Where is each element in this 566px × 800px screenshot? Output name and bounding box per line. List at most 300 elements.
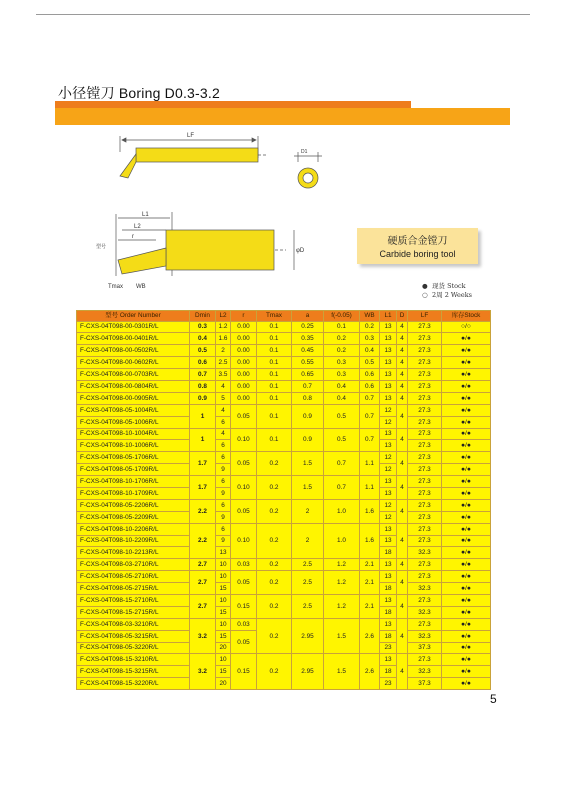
cell-r: 0.00 — [231, 380, 257, 392]
table-row — [77, 476, 491, 488]
cell-lf: 27.3 — [408, 559, 442, 571]
cell-order-number: F-CXS-04T098-10-1709R/L — [77, 487, 190, 499]
cell-l1: 18 — [380, 606, 397, 618]
cell-stock: ●/● — [442, 464, 491, 476]
cell-l1: 18 — [380, 666, 397, 678]
cell-stock: ●/● — [442, 440, 491, 452]
cell-l2: 9 — [216, 464, 231, 476]
cell-l2: 4 — [216, 404, 231, 416]
cell-l1: 12 — [380, 464, 397, 476]
cell-stock: ●/● — [442, 594, 491, 606]
header-a: a — [292, 311, 324, 322]
cell-l2: 15 — [216, 606, 231, 618]
cell-a: 2.5 — [292, 594, 324, 618]
header-lf: LF — [408, 311, 442, 322]
cell-l1: 12 — [380, 452, 397, 464]
cell-d: 4 — [397, 523, 408, 559]
cell-lf: 27.3 — [408, 452, 442, 464]
cell-l2: 20 — [216, 678, 231, 690]
cell-f: 0.1 — [324, 321, 360, 333]
cell-a: 2.5 — [292, 571, 324, 595]
cell-l1: 18 — [380, 630, 397, 642]
cell-tmax: 0.1 — [257, 392, 292, 404]
cell-order-number: F-CXS-04T098-15-3215R/L — [77, 666, 190, 678]
drawing-label-lf: LF — [187, 133, 195, 139]
drawing-label-l2: L2 — [134, 224, 141, 230]
cell-l1: 13 — [380, 559, 397, 571]
table-row — [77, 321, 491, 333]
cell-a: 2 — [292, 499, 324, 523]
cell-d: 4 — [397, 654, 408, 690]
cell-f: 1.0 — [324, 499, 360, 523]
cell-r: 0.03 — [231, 559, 257, 571]
cell-l2: 10 — [216, 654, 231, 666]
cell-wb: 0.7 — [360, 404, 380, 428]
table-row — [77, 404, 491, 416]
cell-l2: 2 — [216, 345, 231, 357]
cell-stock: ●/● — [442, 476, 491, 488]
cell-lf: 27.3 — [408, 428, 442, 440]
table-row — [77, 499, 491, 511]
cell-a: 0.8 — [292, 392, 324, 404]
cell-a: 2.95 — [292, 618, 324, 654]
cell-stock: ●/● — [442, 452, 491, 464]
cell-order-number: F-CXS-04T098-00-0602R/L — [77, 357, 190, 369]
cell-lf: 27.3 — [408, 594, 442, 606]
cell-stock: ●/● — [442, 487, 491, 499]
cell-a: 0.55 — [292, 357, 324, 369]
cell-l1: 13 — [380, 476, 397, 488]
legend-item — [422, 291, 472, 300]
cell-r: 0.00 — [231, 345, 257, 357]
cell-l2: 2.5 — [216, 357, 231, 369]
cell-l2: 15 — [216, 630, 231, 642]
cell-r: 0.10 — [231, 476, 257, 500]
cell-stock: ●/● — [442, 428, 491, 440]
cell-l2: 10 — [216, 559, 231, 571]
cell-lf: 27.3 — [408, 380, 442, 392]
cell-f: 1.2 — [324, 571, 360, 595]
cell-f: 0.2 — [324, 345, 360, 357]
cell-order-number: F-CXS-04T098-10-1006R/L — [77, 440, 190, 452]
cell-order-number: F-CXS-04T098-00-0804R/L — [77, 380, 190, 392]
cell-order-number: F-CXS-04T098-05-1004R/L — [77, 404, 190, 416]
cell-tmax: 0.1 — [257, 333, 292, 345]
cell-lf: 37.3 — [408, 678, 442, 690]
cell-wb: 0.6 — [360, 369, 380, 381]
cell-order-number: F-CXS-04T098-00-0401R/L — [77, 333, 190, 345]
cell-order-number: F-CXS-04T098-00-0905R/L — [77, 392, 190, 404]
cell-lf: 27.3 — [408, 476, 442, 488]
cell-dmin: 0.6 — [190, 357, 216, 369]
cell-l1: 18 — [380, 583, 397, 595]
cell-f: 1.2 — [324, 559, 360, 571]
legend-text-weeks: 2周 2 Weeks — [432, 291, 473, 299]
cell-dmin: 1 — [190, 428, 216, 452]
cell-r: 0.03 — [231, 618, 257, 630]
cell-wb: 2.1 — [360, 559, 380, 571]
cell-a: 0.45 — [292, 345, 324, 357]
cell-order-number: F-CXS-04T098-05-1709R/L — [77, 464, 190, 476]
header-d: D — [397, 311, 408, 322]
cell-lf: 27.3 — [408, 487, 442, 499]
cell-dmin: 0.4 — [190, 333, 216, 345]
cell-r: 0.00 — [231, 369, 257, 381]
cell-wb: 0.7 — [360, 428, 380, 452]
cell-f: 0.3 — [324, 357, 360, 369]
cell-order-number: F-CXS-04T098-15-3220R/L — [77, 678, 190, 690]
cell-dmin: 3.2 — [190, 618, 216, 654]
cell-lf: 27.3 — [408, 321, 442, 333]
cell-order-number: F-CXS-04T098-05-2715R/L — [77, 583, 190, 595]
cell-a: 0.9 — [292, 404, 324, 428]
cell-r: 0.05 — [231, 404, 257, 428]
cell-f: 1.5 — [324, 654, 360, 690]
cell-stock: ●/● — [442, 523, 491, 535]
tool-side-view — [120, 136, 268, 178]
cell-lf: 32.3 — [408, 630, 442, 642]
cell-lf: 32.3 — [408, 666, 442, 678]
cell-f: 0.4 — [324, 392, 360, 404]
cell-dmin: 1.7 — [190, 476, 216, 500]
cell-tmax: 0.1 — [257, 369, 292, 381]
cell-r: 0.00 — [231, 392, 257, 404]
cell-stock: ●/● — [442, 630, 491, 642]
table-row — [77, 559, 491, 571]
cell-stock: ●/● — [442, 547, 491, 559]
header-r: r — [231, 311, 257, 322]
cell-lf: 27.3 — [408, 404, 442, 416]
spec-table-body — [77, 321, 491, 690]
cell-l1: 13 — [380, 571, 397, 583]
cell-r: 0.00 — [231, 357, 257, 369]
cell-l2: 9 — [216, 535, 231, 547]
cell-a: 0.9 — [292, 428, 324, 452]
cell-order-number: F-CXS-04T098-00-0703R/L — [77, 369, 190, 381]
cell-r: 0.05 — [231, 571, 257, 595]
cell-stock: ●/● — [442, 333, 491, 345]
table-row — [77, 345, 491, 357]
cell-stock: ●/● — [442, 678, 491, 690]
cell-stock: ●/● — [442, 559, 491, 571]
cell-order-number: F-CXS-04T098-05-1006R/L — [77, 416, 190, 428]
cell-l1: 13 — [380, 428, 397, 440]
cell-l2: 5 — [216, 392, 231, 404]
header-tmax: Tmax — [257, 311, 292, 322]
cell-a: 2.5 — [292, 559, 324, 571]
table-row — [77, 654, 491, 666]
spec-table — [76, 310, 491, 690]
cell-a: 1.5 — [292, 476, 324, 500]
cell-stock: ●/● — [442, 535, 491, 547]
cell-tmax: 0.2 — [257, 523, 292, 559]
cell-wb: 0.5 — [360, 357, 380, 369]
cell-dmin: 0.3 — [190, 321, 216, 333]
cell-dmin: 0.8 — [190, 380, 216, 392]
cell-tmax: 0.2 — [257, 571, 292, 595]
cell-dmin: 2.2 — [190, 523, 216, 559]
cell-d: 4 — [397, 380, 408, 392]
cell-stock: ●/● — [442, 666, 491, 678]
cell-l2: 9 — [216, 511, 231, 523]
cell-stock: ●/● — [442, 583, 491, 595]
cell-d: 4 — [397, 618, 408, 654]
cell-stock: ●/● — [442, 345, 491, 357]
cell-l2: 10 — [216, 594, 231, 606]
cell-l2: 6 — [216, 440, 231, 452]
cell-stock: ●/● — [442, 654, 491, 666]
cell-d: 4 — [397, 357, 408, 369]
product-label-chinese: 硬质合金镗刀 — [387, 236, 448, 247]
cell-tmax: 0.2 — [257, 594, 292, 618]
cell-l1: 12 — [380, 416, 397, 428]
cell-d: 4 — [397, 452, 408, 476]
cell-wb: 0.2 — [360, 321, 380, 333]
drawing-label-tmax: Tmax — [108, 284, 123, 290]
cell-wb: 2.6 — [360, 654, 380, 690]
header-wb: WB — [360, 311, 380, 322]
drawing-label-l1: L1 — [142, 212, 149, 218]
cell-stock: ●/● — [442, 380, 491, 392]
cell-a: 2 — [292, 523, 324, 559]
cell-wb: 1.6 — [360, 499, 380, 523]
cell-d: 4 — [397, 404, 408, 428]
cell-a: 0.7 — [292, 380, 324, 392]
cell-l2: 15 — [216, 583, 231, 595]
table-row — [77, 452, 491, 464]
cell-l2: 20 — [216, 642, 231, 654]
cell-f: 0.3 — [324, 369, 360, 381]
cell-f: 0.5 — [324, 404, 360, 428]
cell-tmax: 0.2 — [257, 476, 292, 500]
cell-l1: 13 — [380, 523, 397, 535]
drawing-label-model: 型号 — [96, 244, 107, 250]
cell-a: 0.25 — [292, 321, 324, 333]
cell-f: 0.2 — [324, 333, 360, 345]
cell-l1: 12 — [380, 511, 397, 523]
cell-l2: 9 — [216, 487, 231, 499]
table-row — [77, 571, 491, 583]
cell-d: 4 — [397, 571, 408, 595]
cell-tmax: 0.2 — [257, 499, 292, 523]
cell-l2: 10 — [216, 618, 231, 630]
table-row — [77, 369, 491, 381]
drawing-label-d: φD — [296, 248, 305, 254]
cell-stock: ●/● — [442, 642, 491, 654]
cell-r: 0.15 — [231, 594, 257, 618]
cell-order-number: F-CXS-04T098-10-1706R/L — [77, 476, 190, 488]
cell-wb: 2.1 — [360, 594, 380, 618]
cell-order-number: F-CXS-04T098-05-1706R/L — [77, 452, 190, 464]
cell-lf: 27.3 — [408, 333, 442, 345]
cell-l2: 13 — [216, 547, 231, 559]
cell-l2: 6 — [216, 476, 231, 488]
cell-dmin: 2.7 — [190, 559, 216, 571]
cell-order-number: F-CXS-04T098-00-0502R/L — [77, 345, 190, 357]
cell-stock: ●/● — [442, 357, 491, 369]
page-title: 小径镗刀 Boring D0.3-3.2 — [58, 85, 220, 101]
cell-l2: 6 — [216, 499, 231, 511]
cell-l2: 15 — [216, 666, 231, 678]
cell-order-number: F-CXS-04T098-03-3210R/L — [77, 618, 190, 630]
table-row — [77, 380, 491, 392]
cell-l1: 13 — [380, 369, 397, 381]
cell-r: 0.00 — [231, 321, 257, 333]
cell-lf: 27.3 — [408, 654, 442, 666]
cell-lf: 27.3 — [408, 440, 442, 452]
tool-drawing — [90, 126, 340, 302]
table-row — [77, 333, 491, 345]
cell-lf: 32.3 — [408, 583, 442, 595]
cell-l1: 13 — [380, 321, 397, 333]
cell-d: 4 — [397, 428, 408, 452]
cell-stock: ●/● — [442, 618, 491, 630]
tool-end-view — [294, 152, 322, 188]
cell-f: 0.4 — [324, 380, 360, 392]
cell-d: 4 — [397, 392, 408, 404]
cell-order-number: F-CXS-04T098-10-2213R/L — [77, 547, 190, 559]
cell-r: 0.05 — [231, 630, 257, 654]
cell-l1: 13 — [380, 535, 397, 547]
cell-l2: 1.6 — [216, 333, 231, 345]
cell-wb: 1.1 — [360, 452, 380, 476]
cell-l2: 6 — [216, 523, 231, 535]
cell-a: 0.65 — [292, 369, 324, 381]
drawing-label-wb: WB — [136, 284, 146, 290]
cell-l1: 13 — [380, 357, 397, 369]
cell-l1: 13 — [380, 487, 397, 499]
cell-f: 1.0 — [324, 523, 360, 559]
header-stock: 库存Stock — [442, 311, 491, 322]
cell-r: 0.05 — [231, 452, 257, 476]
drawing-label-r: r — [132, 234, 134, 240]
cell-d: 4 — [397, 345, 408, 357]
cell-r: 0.10 — [231, 428, 257, 452]
cell-l2: 4 — [216, 380, 231, 392]
cell-l2: 6 — [216, 416, 231, 428]
table-row — [77, 618, 491, 630]
cell-a: 2.95 — [292, 654, 324, 690]
cell-order-number: F-CXS-04T098-15-3210R/L — [77, 654, 190, 666]
cell-wb: 0.3 — [360, 333, 380, 345]
cell-wb: 2.1 — [360, 571, 380, 595]
cell-order-number: F-CXS-04T098-10-2206R/L — [77, 523, 190, 535]
cell-f: 0.7 — [324, 452, 360, 476]
cell-dmin: 1 — [190, 404, 216, 428]
cell-stock: ●/● — [442, 571, 491, 583]
cell-lf: 27.3 — [408, 571, 442, 583]
cell-d: 4 — [397, 476, 408, 500]
cell-order-number: F-CXS-04T098-15-2710R/L — [77, 594, 190, 606]
cell-tmax: 0.2 — [257, 618, 292, 654]
cell-lf: 27.3 — [408, 392, 442, 404]
legend-symbol-stock: ● — [422, 282, 428, 290]
cell-l1: 13 — [380, 392, 397, 404]
cell-l1: 13 — [380, 333, 397, 345]
cell-l1: 18 — [380, 547, 397, 559]
header-order-number: 型号 Order Number — [77, 311, 190, 322]
cell-d: 4 — [397, 333, 408, 345]
cell-stock: ○/○ — [442, 321, 491, 333]
header-l1: L1 — [380, 311, 397, 322]
cell-l1: 13 — [380, 654, 397, 666]
cell-order-number: F-CXS-04T098-10-2209R/L — [77, 535, 190, 547]
cell-l1: 13 — [380, 594, 397, 606]
table-header-row — [77, 311, 491, 322]
cell-l2: 6 — [216, 452, 231, 464]
stock-legend — [422, 282, 472, 300]
cell-order-number: F-CXS-04T098-03-2710R/L — [77, 559, 190, 571]
title-band — [55, 108, 510, 125]
title-accent-bar — [55, 101, 411, 108]
cell-d: 4 — [397, 559, 408, 571]
cell-wb: 0.6 — [360, 380, 380, 392]
cell-wb: 0.4 — [360, 345, 380, 357]
cell-dmin: 2.7 — [190, 571, 216, 595]
cell-stock: ●/● — [442, 606, 491, 618]
header-f: f(-0.05) — [324, 311, 360, 322]
cell-order-number: F-CXS-04T098-00-0301R/L — [77, 321, 190, 333]
legend-symbol-weeks: ○ — [422, 291, 428, 299]
cell-l1: 13 — [380, 380, 397, 392]
cell-lf: 32.3 — [408, 547, 442, 559]
cell-order-number: F-CXS-04T098-05-2209R/L — [77, 511, 190, 523]
cell-dmin: 0.9 — [190, 392, 216, 404]
tool-detail-view — [116, 212, 294, 276]
cell-tmax: 0.1 — [257, 404, 292, 428]
cell-lf: 27.3 — [408, 511, 442, 523]
cell-d: 4 — [397, 369, 408, 381]
cell-r: 0.10 — [231, 523, 257, 559]
cell-l1: 13 — [380, 345, 397, 357]
cell-dmin: 2.2 — [190, 499, 216, 523]
cell-tmax: 0.1 — [257, 428, 292, 452]
cell-a: 1.5 — [292, 452, 324, 476]
cell-stock: ●/● — [442, 392, 491, 404]
cell-d: 4 — [397, 321, 408, 333]
cell-l2: 1.2 — [216, 321, 231, 333]
cell-l1: 23 — [380, 642, 397, 654]
cell-wb: 1.1 — [360, 476, 380, 500]
cell-wb: 0.7 — [360, 392, 380, 404]
cell-stock: ●/● — [442, 404, 491, 416]
cell-f: 0.5 — [324, 428, 360, 452]
cell-stock: ●/● — [442, 369, 491, 381]
table-row — [77, 392, 491, 404]
cell-lf: 27.3 — [408, 357, 442, 369]
table-row — [77, 357, 491, 369]
cell-lf: 27.3 — [408, 523, 442, 535]
cell-stock: ●/● — [442, 416, 491, 428]
cell-tmax: 0.2 — [257, 452, 292, 476]
legend-item — [422, 282, 472, 291]
cell-order-number: F-CXS-04T098-15-2715R/L — [77, 606, 190, 618]
cell-lf: 27.3 — [408, 464, 442, 476]
cell-f: 0.7 — [324, 476, 360, 500]
product-label-box — [357, 228, 478, 264]
cell-lf: 27.3 — [408, 499, 442, 511]
cell-r: 0.00 — [231, 333, 257, 345]
table-row — [77, 594, 491, 606]
header-l2: L2 — [216, 311, 231, 322]
cell-dmin: 0.7 — [190, 369, 216, 381]
cell-l2: 3.5 — [216, 369, 231, 381]
legend-text-stock: 现货 Stock — [432, 282, 466, 290]
cell-dmin: 2.7 — [190, 594, 216, 618]
cell-order-number: F-CXS-04T098-10-1004R/L — [77, 428, 190, 440]
cell-a: 0.35 — [292, 333, 324, 345]
cell-l1: 12 — [380, 404, 397, 416]
